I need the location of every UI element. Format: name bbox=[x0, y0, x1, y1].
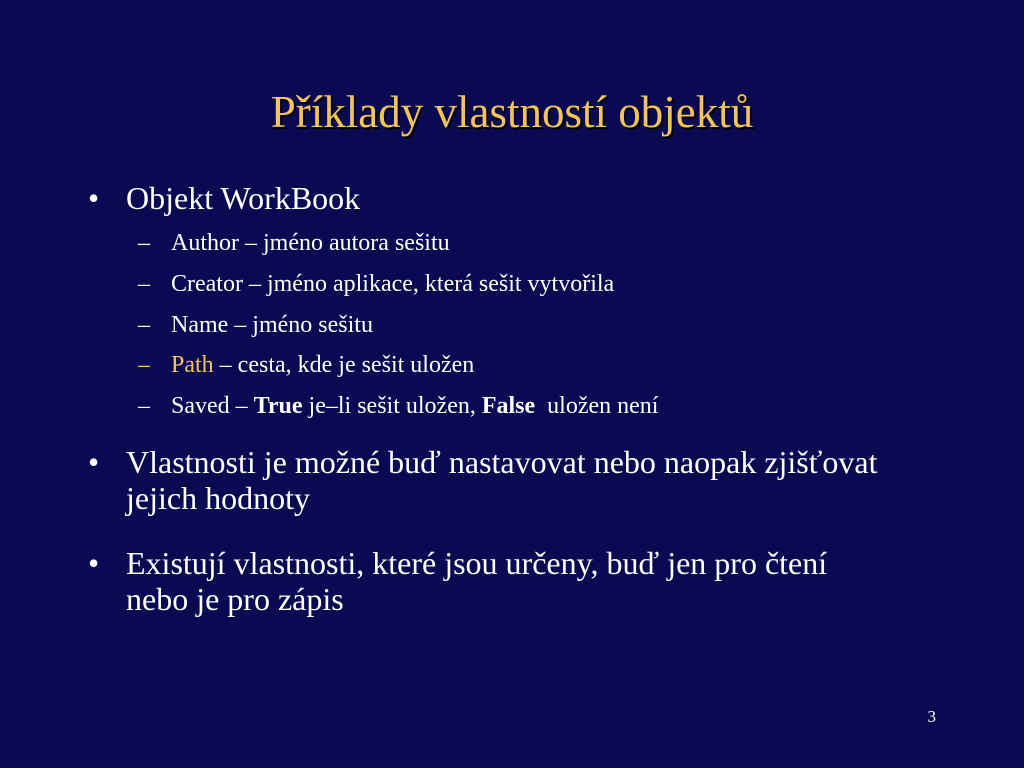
bullet-text: Objekt WorkBook bbox=[126, 180, 361, 216]
sub-item-saved bbox=[138, 392, 658, 420]
bullet-text-line1: Existují vlastnosti, které jsou určeny, buď jen pro čtení bbox=[126, 545, 828, 581]
sub-item-path bbox=[138, 351, 474, 379]
bullet-text-line2: jejich hodnoty bbox=[126, 480, 310, 516]
sub-item-text: Name – jméno sešitu bbox=[171, 312, 373, 338]
bullet-item-workbook bbox=[88, 180, 948, 216]
dash-marker: – bbox=[138, 312, 150, 338]
bullet-text-line2: nebo je pro zápis bbox=[126, 581, 344, 617]
bullet-marker: • bbox=[88, 545, 100, 581]
bold-false: False bbox=[481, 393, 536, 419]
sub-item-author bbox=[138, 229, 450, 257]
dash-marker: – bbox=[138, 271, 150, 297]
dash-marker: – bbox=[138, 352, 150, 378]
sub-item-text-part: uložen není bbox=[535, 393, 659, 419]
sub-item-text-part: Saved – bbox=[171, 393, 254, 419]
sub-item-text: Author – jméno autora sešitu bbox=[171, 230, 450, 256]
bullet-marker: • bbox=[88, 180, 100, 216]
sub-item-text-part: je–li sešit uložen, bbox=[302, 393, 482, 419]
bold-true: True bbox=[253, 393, 303, 419]
sub-item-name bbox=[138, 311, 373, 339]
sub-item-text: Creator – jméno aplikace, která sešit vytvořila bbox=[171, 271, 615, 297]
bullet-item-properties bbox=[88, 444, 948, 516]
highlight-path: Path bbox=[171, 352, 214, 378]
bullet-marker: • bbox=[88, 444, 100, 480]
sub-item-text: – cesta, kde je sešit uložen bbox=[213, 352, 475, 378]
sub-item-creator bbox=[138, 270, 614, 298]
bullet-item-readonly bbox=[88, 545, 948, 617]
dash-marker: – bbox=[138, 230, 150, 256]
bullet-text-line1: Vlastnosti je možné buď nastavovat nebo naopak zjišťovat bbox=[126, 444, 878, 480]
dash-marker: – bbox=[138, 393, 150, 419]
page-number: 3 bbox=[927, 707, 936, 726]
slide-title: Příklady vlastností objektů bbox=[270, 87, 754, 137]
